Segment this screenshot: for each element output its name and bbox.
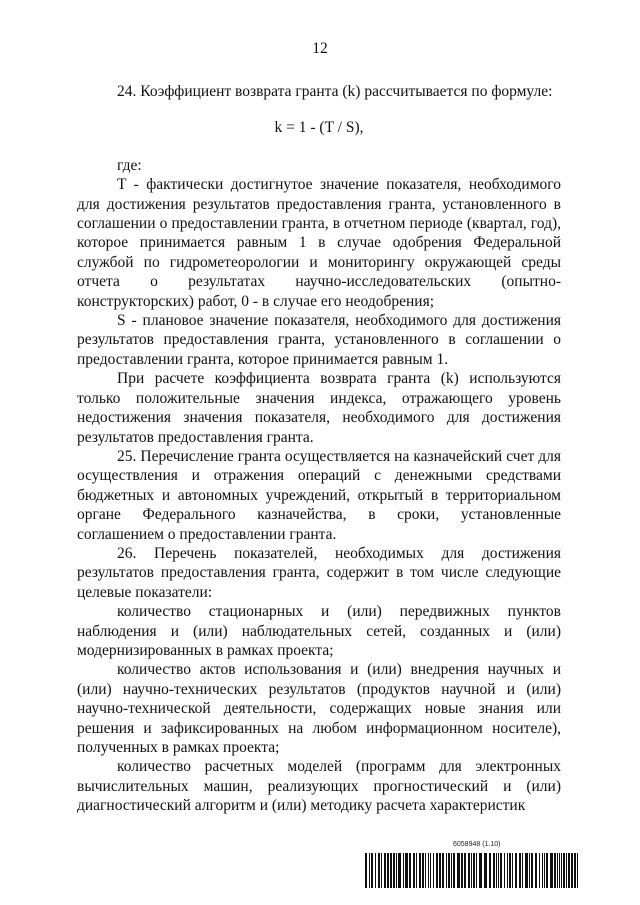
paragraph-s-definition: S - плановое значение показателя, необходимого для достижения результатов предоставления гранта, установленного в соглашении о предоставлении гранта, которое принимается равным 1. <box>77 312 561 368</box>
formula: k = 1 - (T / S), <box>274 119 364 137</box>
barcode-icon <box>365 853 578 888</box>
document-body <box>77 82 561 816</box>
indicator-item-3: количество расчетных моделей (программ для электронных вычислительных машин, реализующих прогностический и (или) диагностический алгоритм и (или) методику расчета характеристик <box>77 758 561 815</box>
paragraph-k-calculation: При расчете коэффициента возврата гранта (k) используются только положительные значения индекса, отражающего уровень недостижения значения показателя, необходимого для достижения результатов предоставления гранта. <box>77 370 561 446</box>
paragraph-where: где: <box>117 156 142 174</box>
paragraph-24: 24. Коэффициент возврата гранта (k) рассчитывается по формуле: <box>117 83 553 100</box>
barcode-label: 6058948 (1.10) <box>453 841 501 848</box>
barcode-block <box>365 841 578 890</box>
paragraph-25: 25. Перечисление гранта осуществляется на казначейский счет для осуществления и отражения операций с денежными средствами бюджетных и автономных учреждений, открытый в территориальном органе Федерального казначейства, в сроки, установленные соглашением о предоставлении гранта. <box>77 447 561 543</box>
paragraph-26: 26. Перечень показателей, необходимых для достижения результатов предоставления гранта, содержит в том числе следующие целевые показатели: <box>77 544 561 601</box>
indicator-item-1: количество стационарных и (или) передвижных пунктов наблюдения и (или) наблюдательных сетей, созданных и (или) модернизированных в рамках проекта; <box>77 603 561 659</box>
indicator-item-2: количество актов использования и (или) внедрения научных и (или) научно-технических результатов (продуктов научной и (или) научно-технической деятельности, содержащих новые знания или решения и зафиксированных на любом информационном носителе), полученных в рамках проекта; <box>77 661 561 756</box>
page-number: 12 <box>312 40 328 57</box>
paragraph-t-definition: T - фактически достигнутое значение показателя, необходимого для достижения результатов предоставления гранта, установленного в соглашении о предоставлении гранта, в отчетном периоде (квартал, год), которое принимается равным 1 в случае одобрения Федеральной службой по гидрометеорологии и мониторингу окружающей среды отчета о результатах научно-исследовательских (опытно-конструкторских) работ, 0 - в случае его неодобрения; <box>77 176 561 310</box>
